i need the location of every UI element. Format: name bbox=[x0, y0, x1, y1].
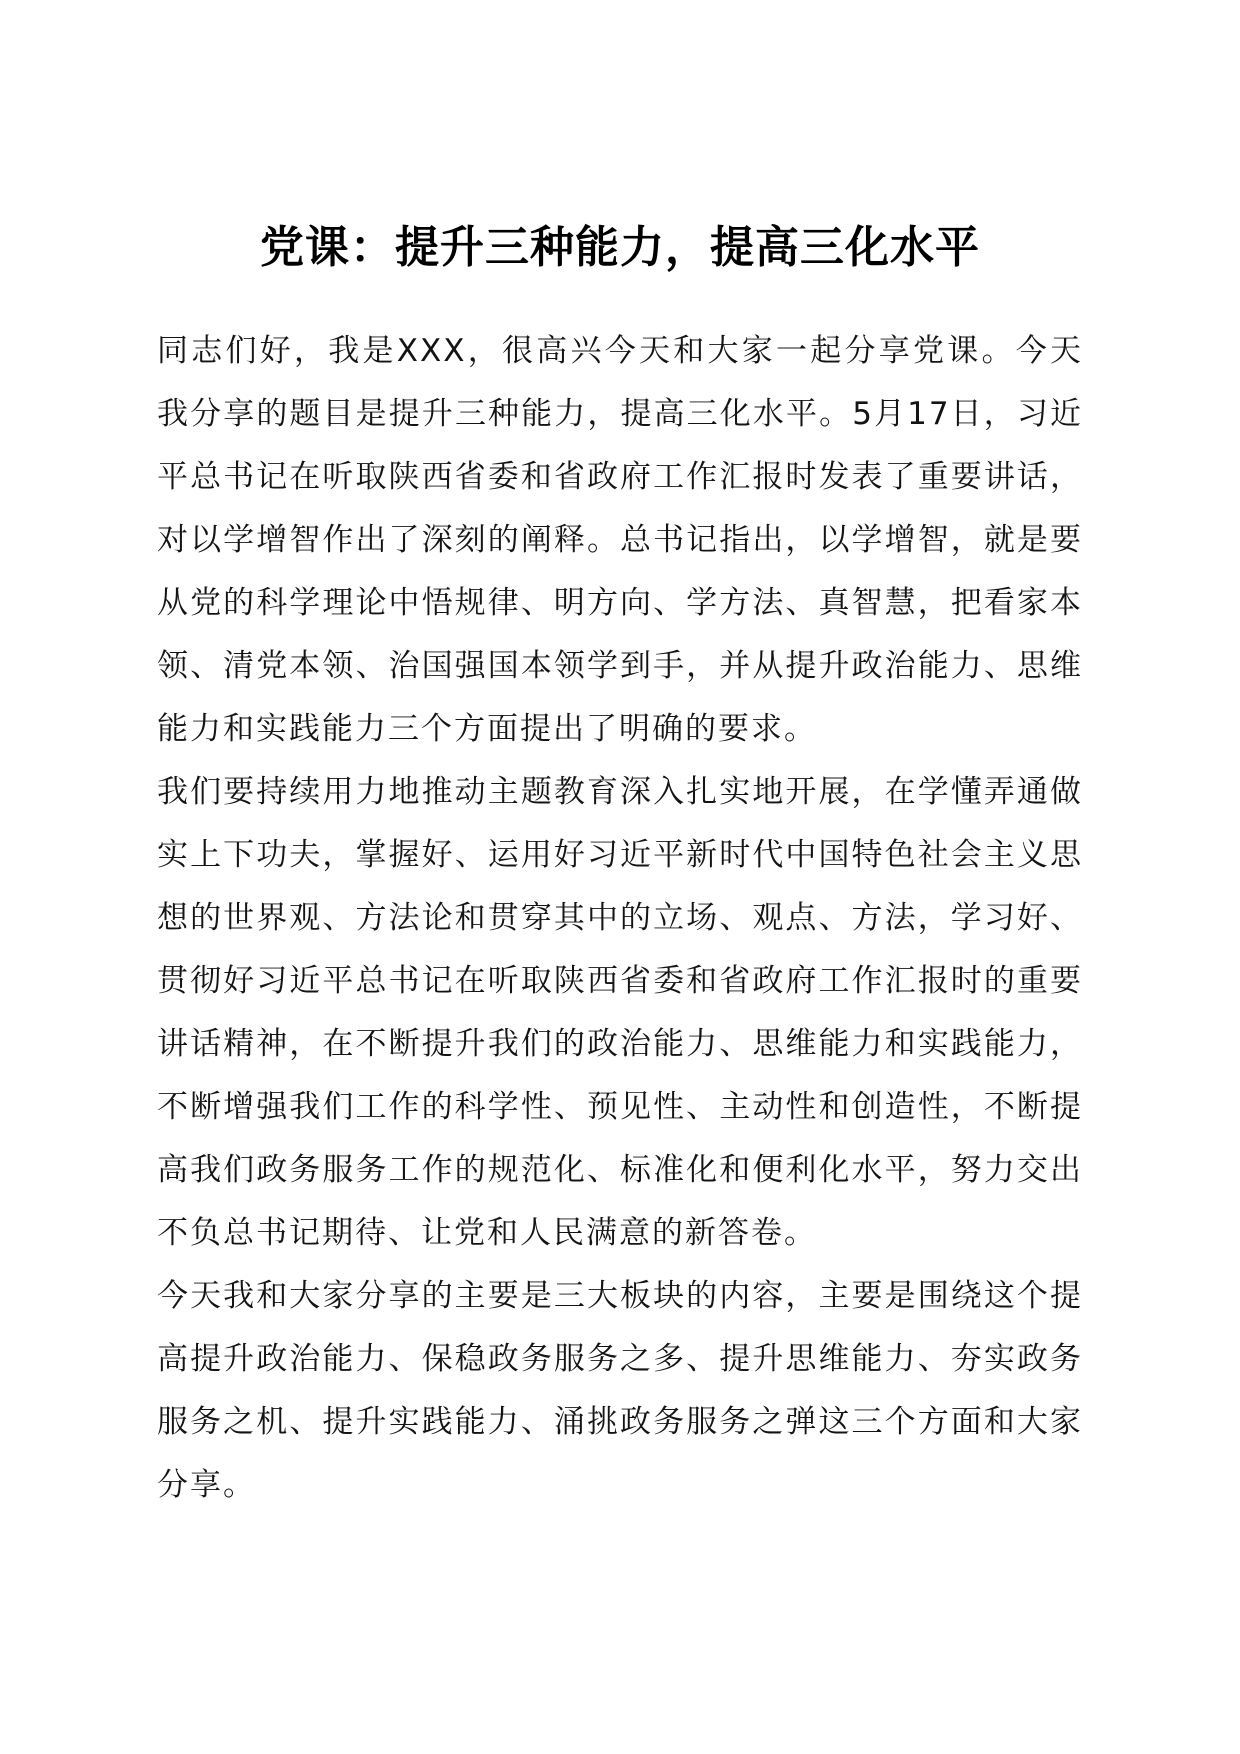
paragraph-3: 今天我和大家分享的主要是三大板块的内容，主要是围绕这个提高提升政治能力、保稳政务服务之多、提升思维能力、夯实政务服务之机、提升实践能力、涌挑政务服务之弹这三个方面和大家分享。 bbox=[157, 1278, 1083, 1503]
document-body bbox=[157, 320, 1083, 1517]
paragraph-2: 我们要持续用力地推动主题教育深入扎实地开展，在学懂弄通做实上下功夫，掌握好、运用好习近平新时代中国特色社会主义思想的世界观、方法论和贯穿其中的立场、观点、方法，学习好、贯彻好习近平总书记在听取陕西省委和省政府工作汇报时的重要讲话精神，在不断提升我们的政治能力、思维能力和实践能力，不断增强我们工作的科学性、预见性、主动性和创造性，不断提高我们政务服务工作的规范化、标准化和便利化水平，努力交出不负总书记期待、让党和人民满意的新答卷。 bbox=[157, 774, 1083, 1251]
paragraph-1: 同志们好，我是XXX，很高兴今天和大家一起分享党课。今天我分享的题目是提升三种能力，提高三化水平。5月17日，习近平总书记在听取陕西省委和省政府工作汇报时发表了重要讲话，对以学增智作出了深刻的阐释。总书记指出，以学增智，就是要从党的科学理论中悟规律、明方向、学方法、真智慧，把看家本领、清党本领、治国强国本领学到手，并从提升政治能力、思维能力和实践能力三个方面提出了明确的要求。 bbox=[157, 333, 1083, 747]
document-title: 党课：提升三种能力，提高三化水平 bbox=[260, 222, 980, 273]
